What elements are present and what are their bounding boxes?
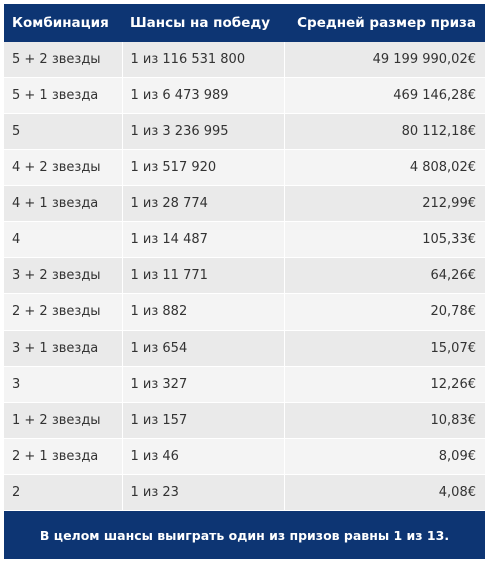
cell-chances: 1 из 3 236 995 [122, 114, 284, 150]
table-row [4, 222, 485, 258]
cell-combination: 5 [4, 114, 122, 150]
table-footer-row [4, 511, 485, 560]
cell-combination: 2 + 2 звезды [4, 294, 122, 330]
cell-chances: 1 из 23 [122, 474, 284, 510]
cell-combination: 1 + 2 звезды [4, 402, 122, 438]
cell-prize: 105,33€ [284, 222, 485, 258]
cell-chances: 1 из 882 [122, 294, 284, 330]
table-row [4, 186, 485, 222]
cell-combination: 3 + 1 звезда [4, 330, 122, 366]
cell-chances: 1 из 327 [122, 366, 284, 402]
table-body [4, 42, 485, 511]
cell-prize: 8,09€ [284, 438, 485, 474]
table-row [4, 366, 485, 402]
cell-prize: 10,83€ [284, 402, 485, 438]
cell-combination: 5 + 2 звезды [4, 42, 122, 78]
cell-combination: 4 [4, 222, 122, 258]
odds-table [4, 4, 485, 559]
cell-chances: 1 из 116 531 800 [122, 42, 284, 78]
overall-odds-note: В целом шансы выиграть один из призов равны 1 из 13. [4, 511, 485, 560]
table-header-row [4, 4, 485, 42]
cell-prize: 15,07€ [284, 330, 485, 366]
cell-chances: 1 из 11 771 [122, 258, 284, 294]
cell-prize: 12,26€ [284, 366, 485, 402]
table-row [4, 294, 485, 330]
cell-combination: 3 + 2 звезды [4, 258, 122, 294]
table-row [4, 402, 485, 438]
cell-combination: 4 + 2 звезды [4, 150, 122, 186]
cell-chances: 1 из 654 [122, 330, 284, 366]
cell-prize: 4,08€ [284, 474, 485, 510]
cell-prize: 4 808,02€ [284, 150, 485, 186]
cell-combination: 5 + 1 звезда [4, 78, 122, 114]
table-row [4, 114, 485, 150]
cell-combination: 2 + 1 звезда [4, 438, 122, 474]
cell-prize: 20,78€ [284, 294, 485, 330]
cell-combination: 4 + 1 звезда [4, 186, 122, 222]
cell-chances: 1 из 6 473 989 [122, 78, 284, 114]
column-header-chances: Шансы на победу [122, 4, 284, 42]
cell-chances: 1 из 14 487 [122, 222, 284, 258]
cell-combination: 2 [4, 474, 122, 510]
cell-chances: 1 из 46 [122, 438, 284, 474]
column-header-prize: Средней размер приза [284, 4, 485, 42]
column-header-combination: Комбинация [4, 4, 122, 42]
table-row [4, 330, 485, 366]
table-row [4, 150, 485, 186]
cell-prize: 64,26€ [284, 258, 485, 294]
cell-chances: 1 из 28 774 [122, 186, 284, 222]
table-row [4, 258, 485, 294]
table-row [4, 42, 485, 78]
table-row [4, 78, 485, 114]
cell-prize: 212,99€ [284, 186, 485, 222]
cell-chances: 1 из 517 920 [122, 150, 284, 186]
cell-combination: 3 [4, 366, 122, 402]
table-row [4, 438, 485, 474]
table-row [4, 474, 485, 510]
cell-prize: 469 146,28€ [284, 78, 485, 114]
cell-prize: 49 199 990,02€ [284, 42, 485, 78]
cell-prize: 80 112,18€ [284, 114, 485, 150]
cell-chances: 1 из 157 [122, 402, 284, 438]
